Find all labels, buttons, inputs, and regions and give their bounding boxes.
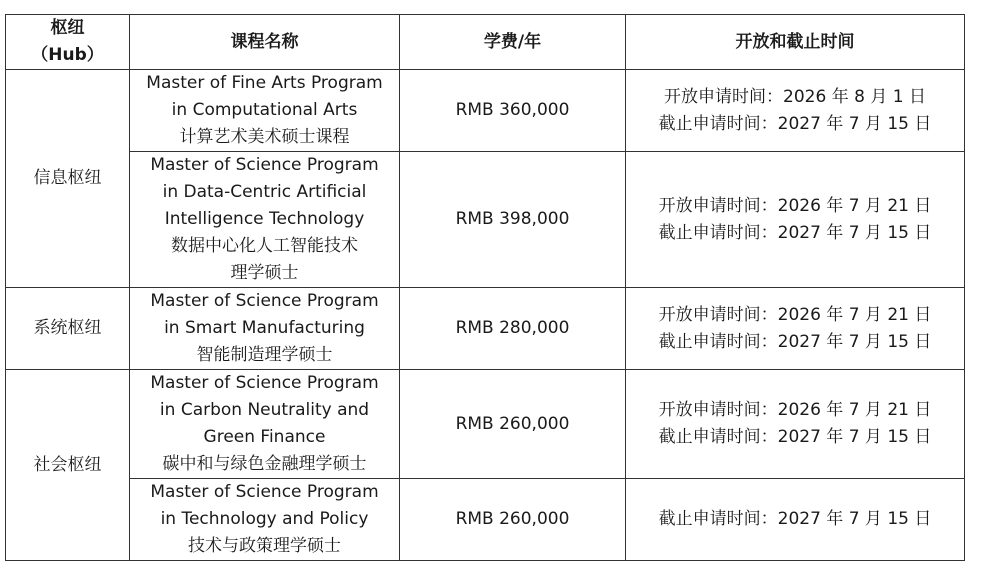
fee-cell: RMB 260,000 bbox=[400, 370, 626, 479]
table-row bbox=[6, 70, 965, 152]
hub-cell-systems: 系统枢纽 bbox=[6, 288, 130, 370]
header-dates: 开放和截止时间 bbox=[626, 15, 965, 70]
dates-cell bbox=[626, 288, 965, 370]
program-name-line: Master of Science Program bbox=[150, 155, 379, 175]
program-name-line: in Data-Centric Artificial bbox=[162, 182, 367, 202]
program-name-line: 技术与政策理学硕士 bbox=[188, 536, 341, 556]
header-hub bbox=[6, 15, 130, 70]
dates-cell bbox=[626, 370, 965, 479]
table-row bbox=[6, 288, 965, 370]
open-date: 开放申请时间：2026 年 7 月 21 日 bbox=[658, 400, 932, 420]
table-row bbox=[6, 152, 965, 288]
program-name-line: Master of Science Program bbox=[150, 291, 379, 311]
open-date: 开放申请时间：2026 年 8 月 1 日 bbox=[664, 86, 926, 107]
dates-cell bbox=[626, 152, 965, 288]
program-name-line: Master of Science Program bbox=[150, 482, 379, 502]
close-date: 截止申请时间：2027 年 7 月 15 日 bbox=[658, 509, 932, 529]
table-row bbox=[6, 370, 965, 479]
program-name-line: in Computational Arts bbox=[171, 100, 358, 120]
fee-cell: RMB 280,000 bbox=[400, 288, 626, 370]
table-row bbox=[6, 479, 965, 561]
program-name-cell bbox=[130, 479, 400, 561]
program-name-cell bbox=[130, 70, 400, 152]
program-name-line: 理学硕士 bbox=[230, 263, 299, 283]
header-hub-line1: 枢纽 bbox=[50, 18, 85, 38]
header-fee: 学费/年 bbox=[400, 15, 626, 70]
header-program: 课程名称 bbox=[130, 15, 400, 70]
program-name-line: in Carbon Neutrality and bbox=[159, 400, 370, 420]
program-name-line: 计算艺术美术硕士课程 bbox=[179, 127, 350, 147]
dates-cell bbox=[626, 70, 965, 152]
close-date: 截止申请时间：2027 年 7 月 15 日 bbox=[658, 427, 932, 447]
fee-cell: RMB 360,000 bbox=[400, 70, 626, 152]
close-date: 截止申请时间：2027 年 7 月 15 日 bbox=[658, 113, 932, 134]
program-name-line: Master of Fine Arts Program bbox=[146, 73, 383, 93]
open-date: 开放申请时间：2026 年 7 月 21 日 bbox=[658, 195, 932, 216]
header-row bbox=[6, 15, 965, 70]
program-name-cell bbox=[130, 370, 400, 479]
program-name-cell bbox=[130, 288, 400, 370]
dates-cell bbox=[626, 479, 965, 561]
fee-cell: RMB 398,000 bbox=[400, 152, 626, 288]
program-name-line: 碳中和与绿色金融理学硕士 bbox=[162, 454, 367, 474]
program-name-line: 智能制造理学硕士 bbox=[196, 345, 333, 365]
close-date: 截止申请时间：2027 年 7 月 15 日 bbox=[658, 331, 932, 352]
open-date: 开放申请时间：2026 年 7 月 21 日 bbox=[658, 304, 932, 325]
program-name-cell bbox=[130, 152, 400, 288]
program-name-line: 数据中心化人工智能技术 bbox=[171, 236, 358, 256]
header-hub-line2: （Hub） bbox=[31, 45, 104, 65]
close-date: 截止申请时间：2027 年 7 月 15 日 bbox=[658, 222, 932, 243]
program-name-line: in Smart Manufacturing bbox=[164, 318, 365, 338]
program-name-line: in Technology and Policy bbox=[160, 509, 369, 529]
program-name-line: Green Finance bbox=[203, 427, 326, 447]
hub-cell-society: 社会枢纽 bbox=[6, 370, 130, 561]
program-name-line: Master of Science Program bbox=[150, 373, 379, 393]
fee-cell: RMB 260,000 bbox=[400, 479, 626, 561]
programs-table bbox=[5, 14, 965, 561]
program-name-line: Intelligence Technology bbox=[164, 209, 365, 229]
hub-cell-info: 信息枢纽 bbox=[6, 70, 130, 288]
